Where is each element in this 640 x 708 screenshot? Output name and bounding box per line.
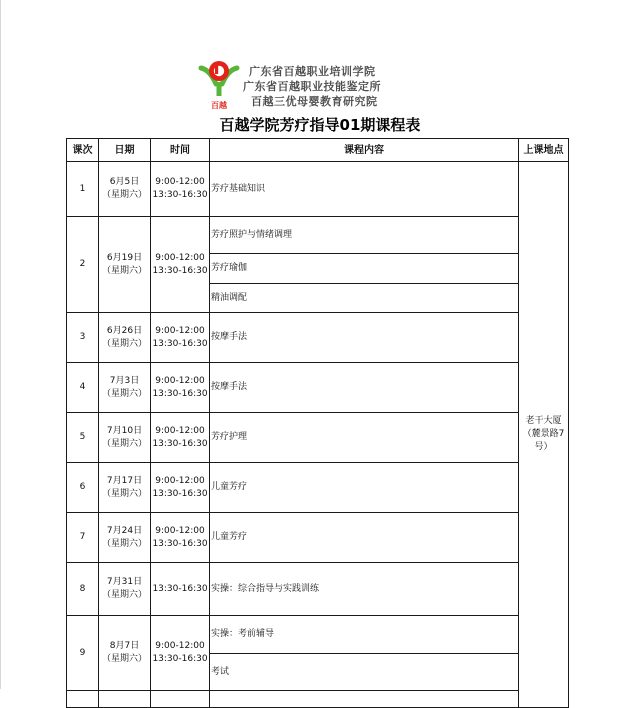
table-row xyxy=(67,513,569,563)
session-content: 实操：考前辅导 xyxy=(210,616,519,654)
table-row xyxy=(67,217,569,254)
session-date: 6月5日 （星期六） xyxy=(99,162,151,217)
session-content: 儿童芳疗 xyxy=(210,463,519,513)
session-content: 芳疗护理 xyxy=(210,413,519,463)
header-content: 课程内容 xyxy=(210,139,519,162)
session-content: 精油调配 xyxy=(210,284,519,313)
session-date: 8月7日 （星期六） xyxy=(99,616,151,691)
table-row xyxy=(67,563,569,616)
empty-cell xyxy=(151,691,210,708)
session-no: 1 xyxy=(67,162,99,217)
session-content: 芳疗基础知识 xyxy=(210,162,519,217)
institution-name: 广东省百越职业技能鉴定所 xyxy=(243,80,381,93)
session-time: 9:00-12:00 13:30-16:30 xyxy=(151,363,210,413)
session-time: 9:00-12:00 13:30-16:30 xyxy=(151,313,210,363)
session-no: 6 xyxy=(67,463,99,513)
table-row xyxy=(67,162,569,217)
schedule-table xyxy=(66,138,569,708)
session-no: 8 xyxy=(67,563,99,616)
session-time: 9:00-12:00 13:30-16:30 xyxy=(151,413,210,463)
session-no: 7 xyxy=(67,513,99,563)
institution-name: 百越三优母婴教育研究院 xyxy=(251,95,378,108)
table-row xyxy=(67,313,569,363)
table-row xyxy=(67,463,569,513)
session-no: 9 xyxy=(67,616,99,691)
session-time: 9:00-12:00 13:30-16:30 xyxy=(151,463,210,513)
page-title: 百越学院芳疗指导01期课程表 xyxy=(219,116,421,134)
baiyue-logo xyxy=(196,58,242,110)
session-time: 9:00-12:00 13:30-16:30 xyxy=(151,513,210,563)
session-time: 13:30-16:30 xyxy=(151,563,210,616)
session-no: 5 xyxy=(67,413,99,463)
table-row-partial xyxy=(67,691,569,708)
table-row xyxy=(67,413,569,463)
logo-text: 百越 xyxy=(211,101,227,110)
header-no: 课次 xyxy=(67,139,99,162)
session-content: 儿童芳疗 xyxy=(210,513,519,563)
session-date: 7月31日 （星期六） xyxy=(99,563,151,616)
location-cell: 老干大厦 （麓景路7 号） xyxy=(519,162,569,708)
header-date: 日期 xyxy=(99,139,151,162)
page-edge xyxy=(0,0,1,689)
session-no: 4 xyxy=(67,363,99,413)
session-time: 9:00-12:00 13:30-16:30 xyxy=(151,217,210,313)
session-content: 按摩手法 xyxy=(210,363,519,413)
header-time: 时间 xyxy=(151,139,210,162)
table-row xyxy=(67,363,569,413)
empty-cell xyxy=(67,691,99,708)
empty-cell xyxy=(99,691,151,708)
empty-cell xyxy=(210,691,519,708)
session-content: 实操：综合指导与实践训练 xyxy=(210,563,519,616)
session-date: 7月3日 （星期六） xyxy=(99,363,151,413)
session-date: 7月10日 （星期六） xyxy=(99,413,151,463)
session-no: 2 xyxy=(67,217,99,313)
session-content: 芳疗照护与情绪调理 xyxy=(210,217,519,254)
session-time: 9:00-12:00 13:30-16:30 xyxy=(151,162,210,217)
table-row xyxy=(67,616,569,654)
institution-name: 广东省百越职业培训学院 xyxy=(249,65,376,78)
session-content: 芳疗瑜伽 xyxy=(210,254,519,284)
session-date: 6月19日 （星期六） xyxy=(99,217,151,313)
header xyxy=(196,58,446,110)
session-no: 3 xyxy=(67,313,99,363)
session-content: 按摩手法 xyxy=(210,313,519,363)
session-date: 6月26日 （星期六） xyxy=(99,313,151,363)
session-date: 7月17日 （星期六） xyxy=(99,463,151,513)
session-content: 考试 xyxy=(210,654,519,691)
session-date: 7月24日 （星期六） xyxy=(99,513,151,563)
header-location: 上课地点 xyxy=(519,139,569,162)
session-time: 9:00-12:00 13:30-16:30 xyxy=(151,616,210,691)
table-header-row xyxy=(67,139,569,162)
